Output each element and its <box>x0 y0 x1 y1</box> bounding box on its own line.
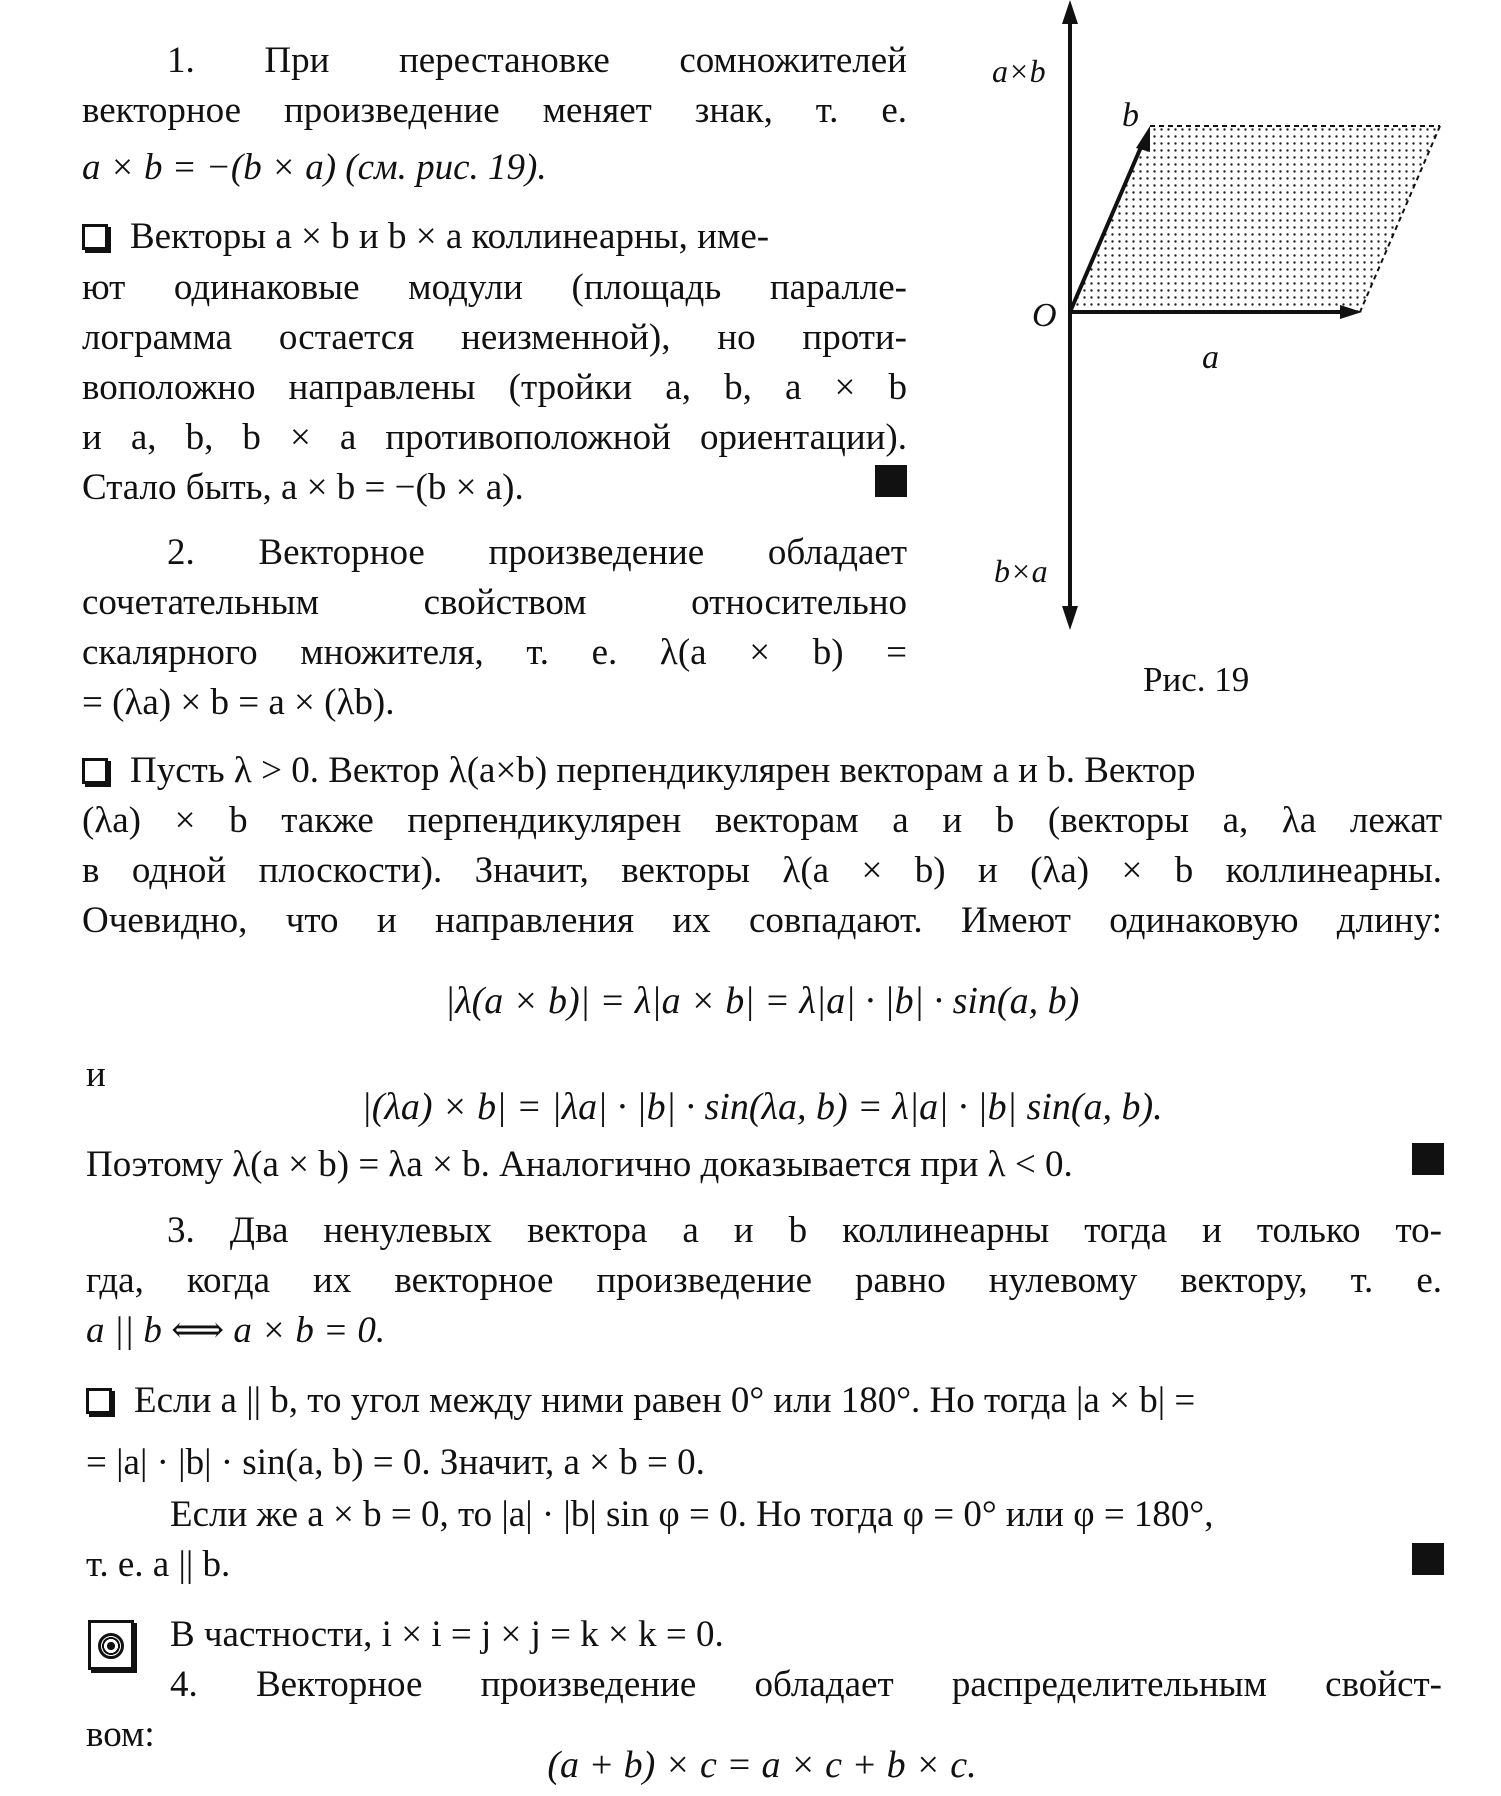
proof1-line1-wrap <box>82 212 907 262</box>
label-o: O <box>1032 297 1057 334</box>
para3-line1: 3. Два ненулевых вектора a и b коллинеарны тогда и только то- <box>167 1210 1442 1251</box>
para3-line3: a || b ⟺ a × b = 0. <box>86 1310 386 1351</box>
target-icon <box>88 1620 134 1670</box>
proof2-line5: Поэтому λ(a × b) = λa × b. Аналогично доказывается при λ < 0. <box>86 1144 1073 1185</box>
para1-line1: 1. При перестановке сомножителей <box>167 40 907 81</box>
qed-mark <box>875 465 907 497</box>
proof-start-icon <box>86 1388 112 1414</box>
para4-eq: (a + b) × c = a × c + b × c. <box>547 1744 977 1786</box>
proof1-line1: Векторы a × b и b × a коллинеарны, име- <box>130 216 770 257</box>
proof3-line4: т. е. a || b. <box>86 1544 231 1585</box>
arrow-down-icon <box>1062 606 1078 630</box>
proof2-line2: (λa) × b также перпендикулярен векторам a и b (векторы a, λa лежат <box>82 800 1442 841</box>
note-line1: В частности, i × i = j × j = k × k = 0. <box>170 1614 724 1655</box>
para2-line4: = (λa) × b = a × (λb). <box>82 682 395 723</box>
proof2-eq1: |λ(a × b)| = λ|a × b| = λ|a| · |b| · sin(a, b) <box>444 980 1080 1022</box>
proof1-line2: ют одинаковые модули (площадь паралле- <box>82 267 907 308</box>
label-b: b <box>1122 97 1139 134</box>
proof3-line3: Если же a × b = 0, то |a| · |b| sin φ = 0. Но тогда φ = 0° или φ = 180°, <box>170 1494 1214 1535</box>
proof1-line5: и a, b, b × a противоположной ориентации). <box>82 417 907 458</box>
parallelogram <box>1070 126 1440 312</box>
arrow-up-icon <box>1062 0 1078 24</box>
proof2-line1: Пусть λ > 0. Вектор λ(a×b) перпендикулярен векторам a и b. Вектор <box>130 750 1196 791</box>
para2-line2: сочетательным свойством относительно <box>82 582 907 623</box>
label-axb: a×b <box>992 53 1046 89</box>
proof1-line4: воположно направлены (тройки a, b, a × b <box>82 367 907 408</box>
proof3-line2: = |a| · |b| · sin(a, b) = 0. Значит, a × b = 0. <box>86 1442 705 1483</box>
para2-line3: скалярного множителя, т. е. λ(a × b) = <box>82 632 907 673</box>
qed-mark <box>1412 1543 1444 1575</box>
para4-line1: 4. Векторное произведение обладает распределительным свойст- <box>170 1664 1442 1705</box>
proof2-line3: в одной плоскости). Значит, векторы λ(a × b) и (λa) × b коллинеарны. <box>82 850 1442 891</box>
proof3-line1: Если a || b, то угол между ними равен 0° или 180°. Но тогда |a × b| = <box>134 1380 1196 1421</box>
proof2-and: и <box>86 1054 106 1095</box>
para2-line1: 2. Векторное произведение обладает <box>167 532 907 573</box>
proof-start-icon <box>82 224 108 250</box>
proof3-line1-wrap <box>86 1376 1442 1426</box>
proof2-line1-wrap <box>82 746 1442 796</box>
para3-line2: гда, когда их векторное произведение равно нулевому вектору, т. е. <box>86 1260 1442 1301</box>
para1-line3: a × b = −(b × a) (см. рис. 19). <box>82 147 547 188</box>
figure-caption: Рис. 19 <box>1143 660 1250 699</box>
qed-mark <box>1412 1143 1444 1175</box>
proof-start-icon <box>82 758 108 784</box>
proof1-line3: лограмма остается неизменной), но проти- <box>82 317 907 358</box>
proof2-eq2: |(λa) × b| = |λa| · |b| · sin(λa, b) = λ|a| · |b| sin(a, b). <box>361 1086 1163 1128</box>
proof2-line4: Очевидно, что и направления их совпадают. Имеют одинаковую длину: <box>82 900 1442 941</box>
proof1-line6: Стало быть, a × b = −(b × a). <box>82 467 524 508</box>
para1-line2: векторное произведение меняет знак, т. е. <box>82 90 907 131</box>
label-a: a <box>1202 339 1219 376</box>
figure-19 <box>990 0 1470 640</box>
para4-line2: вом: <box>86 1714 155 1755</box>
label-bxa: b×a <box>994 553 1048 589</box>
